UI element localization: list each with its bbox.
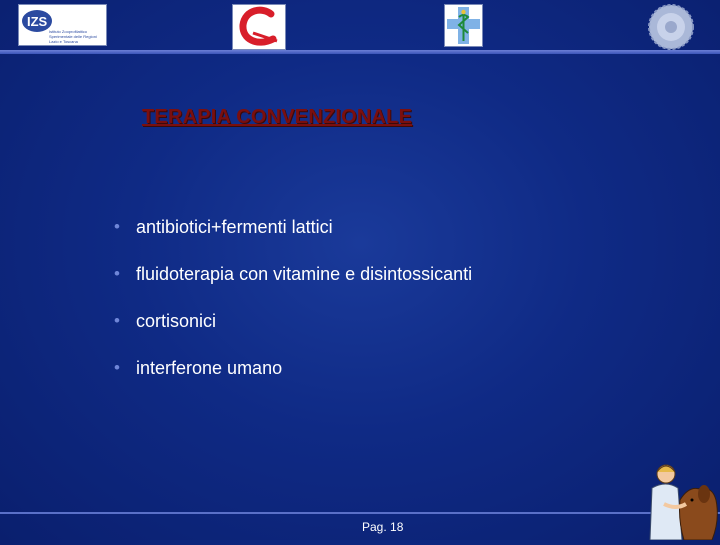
svg-text:Lazio e Toscana: Lazio e Toscana: [49, 39, 78, 44]
list-item: [114, 216, 472, 263]
header-divider: [0, 50, 720, 54]
svg-text:Istituto Zooprofilattico: Istituto Zooprofilattico: [49, 29, 88, 34]
page-number: Pag. 18: [362, 520, 404, 534]
izs-logo: [18, 4, 107, 46]
bullet-text: interferone umano: [136, 358, 283, 378]
list-item: [114, 263, 472, 310]
veterinary-logo: [444, 4, 483, 47]
bullet-text: fluidoterapia con vitamine e disintossicanti: [136, 264, 473, 284]
bullet-list: [114, 216, 472, 404]
izs-logo-mark: IZS: [27, 14, 48, 29]
list-item: [114, 310, 472, 357]
slide-title: TERAPIA CONVENZIONALE: [142, 106, 413, 128]
bullet-text: cortisonici: [136, 311, 217, 331]
bullet-icon: •: [114, 311, 120, 330]
bullet-icon: •: [114, 358, 120, 377]
bullet-text: antibiotici+fermenti lattici: [136, 217, 333, 237]
vet-nurse-with-dog-illustration: [640, 460, 720, 540]
bullet-icon: •: [114, 217, 120, 236]
red-c-logo: [232, 4, 286, 50]
footer-divider: [0, 512, 720, 514]
svg-text:Sperimentale delle Regioni: Sperimentale delle Regioni: [49, 34, 97, 39]
emblem-icon: [645, 2, 697, 52]
bullet-icon: •: [114, 264, 120, 283]
list-item: [114, 357, 472, 404]
